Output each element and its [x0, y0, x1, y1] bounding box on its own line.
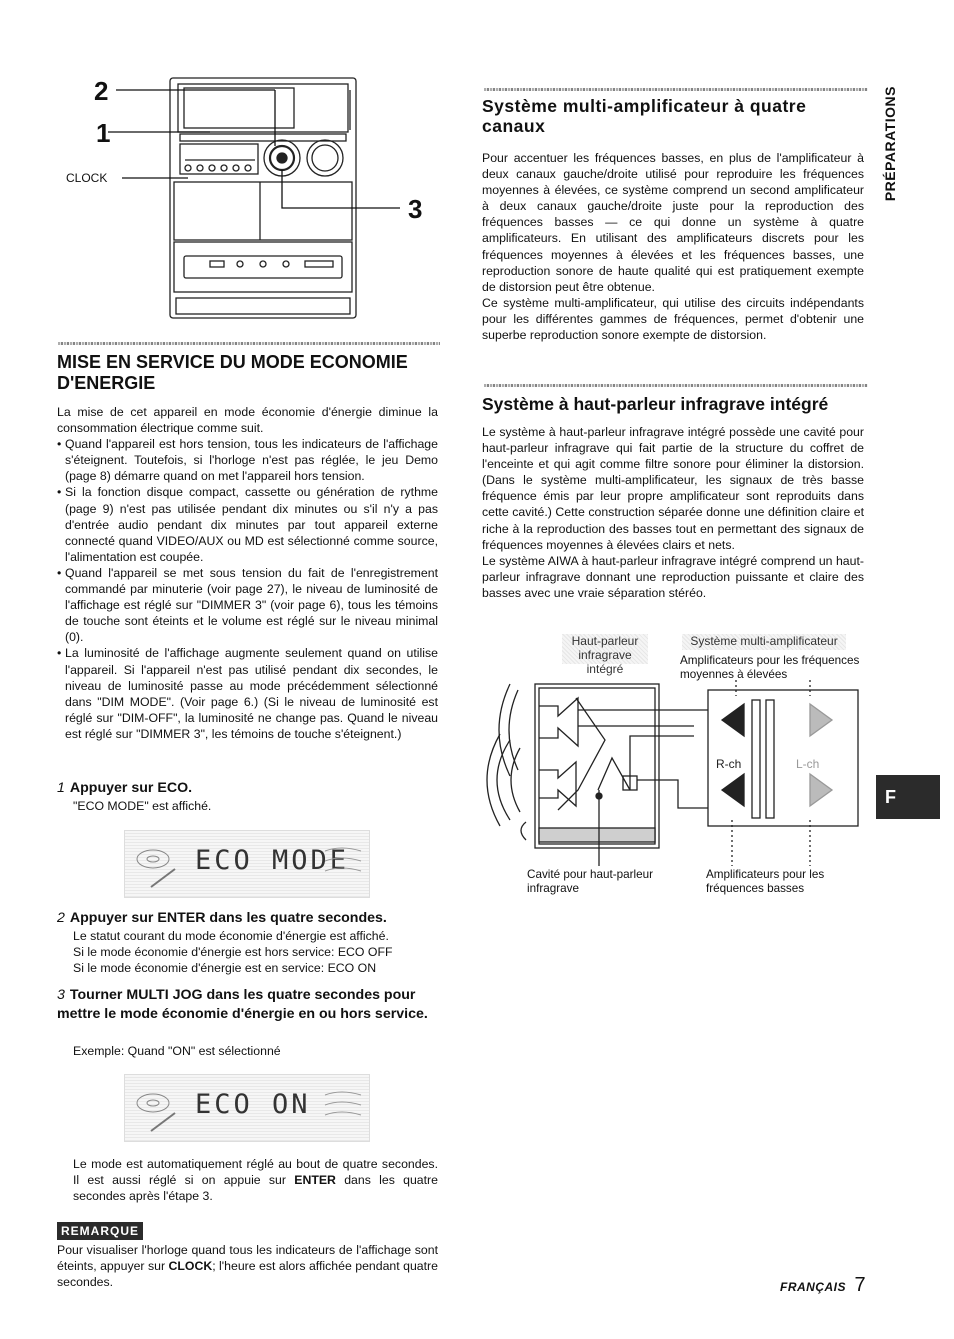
section-rule — [58, 342, 440, 345]
subwoofer-body — [482, 424, 864, 601]
step-2-heading — [57, 909, 447, 928]
callout-3: 3 — [408, 194, 423, 224]
step-3-heading — [57, 986, 442, 1023]
diagram-label-cavity: Cavité pour haut-parleur infragrave — [527, 868, 654, 895]
wave-icon — [321, 841, 367, 891]
step-1-number: 1 — [57, 780, 65, 796]
diagram-label-bass-amps: Amplificateurs pour les fréquences basses — [706, 868, 825, 895]
remark-badge: REMARQUE — [57, 1222, 143, 1240]
multi-amp-para-1: Pour accentuer les fréquences basses, en plus de l'amplificateur à deux canaux gauche/droite utilisé pour reproduire les fréquences moyennes à élevées, ce système comprend un second amplificateur à deux canaux gauche/droite juste pour la reproduction des fréquences basses — ce qui donne un système à quatre amplificateurs. En utilisant des amplificateurs discrets pour les fréquences moyennes à élevées et les fréquences basses, une reproduction sonore de haute qualité qui est pratiquement exempte de distorsion peut être obtenue. — [482, 151, 864, 294]
eco-bullet: • Quand l'appareil est hors tension, tous les indicateurs de l'affichage s'éteignent. Toutefois, si l'horloge n'est pas réglée, le jeu Demo (page 8) démarre quand on met l'appareil hors tension. — [57, 436, 438, 484]
after-text-a: Le mode est automatiquement réglé au bout de quatre secondes. Il est aussi réglé si on appuie sur — [73, 1157, 438, 1187]
step-3-text: Exemple: Quand "ON" est sélectionné — [73, 1044, 281, 1058]
remark-text-c: ; l'heure est alors affichée pendant quatre secondes. — [57, 1259, 438, 1289]
step-2-line: Si le mode économie d'énergie est en service: ECO ON — [73, 961, 377, 975]
after-text-c: dans les quatre secondes après l'étape 3. — [73, 1173, 438, 1203]
eco-bullet: • La luminosité de l'affichage augmente seulement quand on utilise l'appareil. Si l'appareil n'est pas utilisé pendant dix secondes, le niveau de luminosité passe au mode précédemment sélectionné dans "DIM MODE". (Voir page 6.) (Si le niveau de luminosité est réglé sur "DIM-OFF", la luminosité ne change pas. Quand le niveau est réglé sur "DIMMER 3", les témoins de touche s'éteignent.) — [57, 645, 438, 742]
callout-2: 2 — [94, 76, 109, 106]
eco-bullet-list — [57, 436, 438, 742]
step-2-title: Appuyer sur ENTER dans les quatre secondes. — [69, 910, 387, 926]
after-step-text — [73, 1156, 438, 1204]
remark-text-a: Pour visualiser l'horloge quand tous les indicateurs de l'affichage sont éteints, appuyer sur — [57, 1243, 438, 1273]
remark-text — [57, 1242, 438, 1290]
eco-bullet: • Si la fonction disque compact, cassette ou génération de rythme (page 9) n'est pas utilisée pendant dix minutes ou s'il n'y a pas d'entrée audio pendant dix minutes par tout appareil externe connecté quand VIDEO/AUX ou MD est sélectionné comme source, l'alimentation est coupée. — [57, 484, 438, 564]
diagram-label-mid-high: Amplificateurs pour les fréquences moyennes à élevées — [680, 654, 860, 681]
multi-amp-title: Système multi-amplificateur à quatre canaux — [482, 96, 807, 136]
section-rule — [484, 384, 868, 387]
multi-amp-para-2: Ce système multi-amplificateur, qui utilise des circuits indépendants pour les différentes gammes de fréquences, permet d'obtenir une superbe reproduction sonore exempte de distorsion. — [482, 295, 864, 343]
callout-clock: CLOCK — [66, 171, 108, 185]
diagram-label-lch: L-ch — [796, 757, 820, 771]
step-3-title: Tourner MULTI JOG dans les quatre secondes pour mettre le mode économie d'énergie en ou hors service. — [57, 987, 428, 1022]
step-1-text: "ECO MODE" est affiché. — [73, 799, 212, 813]
step-3-number: 3 — [57, 987, 65, 1003]
disc-icon — [131, 839, 191, 889]
footer-language: FRANÇAIS — [780, 1280, 846, 1294]
step-1-heading — [57, 779, 192, 798]
step-2-line: Le statut courant du mode économie d'énergie est affiché. — [73, 929, 389, 943]
step-2-body — [73, 928, 443, 976]
page-footer — [780, 1274, 866, 1297]
section-rule — [484, 88, 868, 91]
subwoofer-title: Système à haut-parleur infragrave intégré — [482, 394, 829, 414]
eco-bullet: • Quand l'appareil se met sous tension du fait de l'enregistrement commandé par minuterie (voir page 27), le niveau de luminosité de l'affichage est réglé sur "DIMMER 3" (voir page 6), tous les témoins de touche sont éteints et le volume est réglé sur le niveau minimal (0). — [57, 565, 438, 645]
lcd-text: ECO MODE — [195, 845, 350, 876]
subwoofer-para-1: Le système à haut-parleur infragrave intégré possède une cavité pour haut-parleur infragrave qui fait partie de la structure du coffret de l'enceinte et qui agit comme filtre sonore pour éliminer la distorsion. (Dans le système multi-amplificateur, les signaux de très basse fréquence émis par leur propre amplificateur sont reproduits dans cette cavité.) Cette construction séparée donne une définition claire et riche à la reproduction des basses tout en permettant des signaux de fréquences moyennes à élevées clairs et nets. — [482, 425, 864, 552]
eco-intro-text: La mise de cet appareil en mode économie d'énergie diminue la consommation électrique comme suit. — [57, 405, 438, 436]
step-1-title: Appuyer sur ECO. — [69, 780, 193, 796]
diagram-label-box-subwoofer: Haut-parleur infragrave intégré — [562, 634, 648, 664]
step-2-line: Si le mode économie d'énergie est hors service: ECO OFF — [73, 945, 393, 959]
subwoofer-para-2: Le système AIWA à haut-parleur infragrave intégré comprend un haut-parleur infragrave donnant une reproduction puissante et claire des basses avec une vraie séparation stéréo. — [482, 553, 864, 600]
step-2-number: 2 — [57, 910, 65, 926]
lcd-display-eco-mode — [124, 830, 370, 898]
eco-section-title: MISE EN SERVICE DU MODE ECONOMIE D'ENERGIE — [57, 352, 408, 393]
callout-1: 1 — [96, 118, 111, 148]
after-text-enter: ENTER — [294, 1173, 336, 1187]
wave-icon — [321, 1085, 367, 1135]
diagram-label-box-multi-amp: Système multi-amplificateur — [682, 634, 846, 650]
remark-text-clock: CLOCK — [168, 1259, 213, 1273]
page-number: 7 — [854, 1274, 866, 1296]
section-tab-vertical: PRÉPARATIONS — [882, 86, 898, 202]
speaker-amp-diagram — [480, 680, 870, 870]
lcd-text: ECO ON — [195, 1089, 311, 1120]
language-tab-f: F — [876, 775, 940, 819]
lcd-display-eco-on — [124, 1074, 370, 1142]
disc-icon — [131, 1083, 191, 1133]
eco-intro — [57, 404, 438, 742]
device-illustration — [60, 70, 450, 320]
diagram-label-rch: R-ch — [716, 757, 742, 771]
multi-amp-body — [482, 150, 864, 343]
